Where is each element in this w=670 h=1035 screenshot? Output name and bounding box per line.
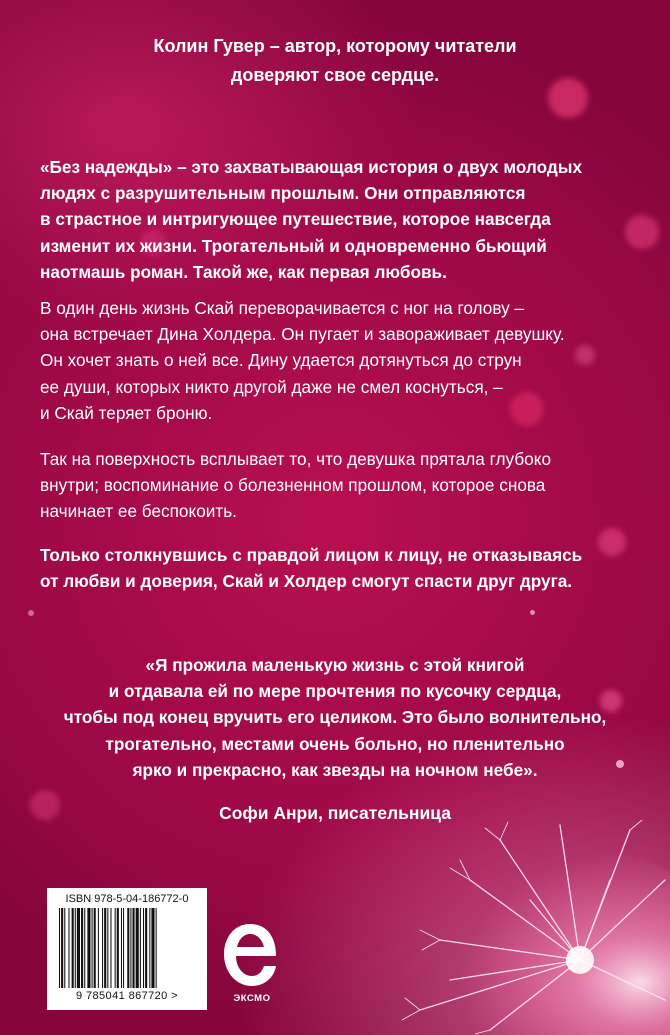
quote-line: чтобы под конец вручить его целиком. Это было волнительно, [63,707,607,728]
text-line: наотмашь роман. Такой же, как первая любовь. [40,261,447,282]
tagline-line: доверяют свое сердце. [230,64,440,85]
text-line: Так на поверхность всплывает то, что девушка прятала глубоко [40,449,551,469]
text-line: от любви и доверия, Скай и Холдер смогут спасти друг друга. [40,571,573,592]
description-paragraph-4 [40,542,640,594]
barcode-icon [55,908,199,988]
description-paragraph-2 [40,295,640,426]
barcode-label [47,888,207,1010]
text-line: в страстное и интригующее путешествие, которое навсегда [40,209,551,230]
text-line: людях с разрушительным прошлым. Они отправляются [40,183,526,204]
quote-line: «Я прожила маленькую жизнь с этой книгой [145,655,525,675]
text-line: В один день жизнь Скай переворачивается с ног на голову – [40,298,525,318]
quote-line: трогательно, местами очень больно, но пленительно [105,733,565,754]
text-line: ее души, которых никто другой даже не смел коснуться, – [40,376,503,397]
text-line: Только столкнувшись с правдой лицом к лицу, не отказываясь [40,545,583,565]
text-line: и Скай теряет броню. [40,402,213,423]
text-line: «Без надежды» – это захватывающая история о двух молодых [40,157,583,177]
description-paragraph-1 [40,154,640,285]
isbn-number: ISBN 978-5-04-186772-0 [65,893,189,905]
tagline-line: Колин Гувер – автор, которому читатели [153,36,517,56]
quote-line: ярко и прекрасно, как звезды на ночном небе». [132,759,538,780]
barcode-digits: 9 785041 867720 > [76,990,178,1002]
text-line: она встречает Дина Холдера. Он пугает и завораживает девушку. [40,324,565,345]
tagline [45,32,625,89]
review-quote [45,652,625,783]
publisher-name: ЭКСМО [233,993,271,1004]
quote-line: и отдавала ей по мере прочтения по кусочку сердца, [108,681,562,702]
text-line: начинает ее беспокоить. [40,501,237,522]
text-line: Он хочет знать о ней все. Дину удается дотянуться до струн [40,350,522,371]
sparkler-illustration [380,820,670,1035]
description-paragraph-3 [40,446,640,525]
text-line: внутри; воспоминание о болезненном прошлом, которое снова [40,475,546,496]
quote-author: Софи Анри, писательница [219,803,451,823]
text-line: изменит их жизни. Трогательный и одновременно бьющий [40,235,547,256]
publisher-logo-icon [220,920,280,990]
